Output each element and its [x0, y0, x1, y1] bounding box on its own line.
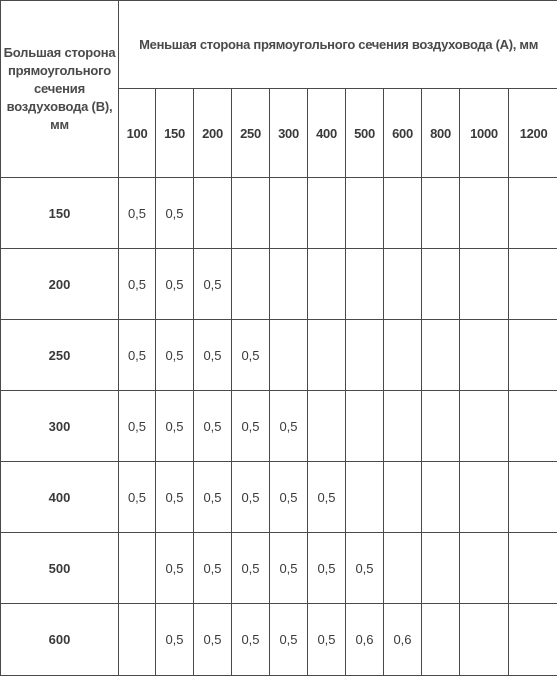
row-header: 300	[1, 391, 119, 462]
thickness-cell	[384, 391, 422, 462]
thickness-cell	[194, 178, 232, 249]
thickness-cell	[422, 604, 460, 676]
thickness-cell: 0,5	[119, 249, 156, 320]
thickness-cell: 0,5	[156, 249, 194, 320]
thickness-cell	[384, 533, 422, 604]
thickness-cell	[509, 249, 557, 320]
column-header: 500	[346, 89, 384, 178]
thickness-cell: 0,5	[194, 391, 232, 462]
thickness-cell	[346, 320, 384, 391]
thickness-cell	[509, 178, 557, 249]
row-header: 600	[1, 604, 119, 676]
thickness-cell	[422, 249, 460, 320]
thickness-cell	[270, 249, 308, 320]
thickness-cell	[119, 604, 156, 676]
thickness-cell: 0,5	[232, 604, 270, 676]
thickness-cell	[308, 249, 346, 320]
column-header: 150	[156, 89, 194, 178]
thickness-cell: 0,5	[194, 533, 232, 604]
thickness-cell: 0,5	[308, 604, 346, 676]
thickness-cell	[232, 178, 270, 249]
table-row	[1, 533, 557, 604]
thickness-cell	[422, 391, 460, 462]
thickness-cell: 0,5	[232, 391, 270, 462]
top-header-text: Меньшая сторона прямоугольного сечения воздуховода (A), мм	[139, 37, 538, 52]
thickness-cell: 0,5	[346, 533, 384, 604]
thickness-cell: 0,5	[156, 178, 194, 249]
table-row	[1, 320, 557, 391]
thickness-cell: 0,6	[346, 604, 384, 676]
thickness-cell	[460, 533, 509, 604]
thickness-cell: 0,5	[308, 533, 346, 604]
thickness-cell: 0,5	[308, 462, 346, 533]
thickness-cell	[460, 249, 509, 320]
thickness-cell: 0,5	[156, 604, 194, 676]
thickness-cell: 0,5	[194, 604, 232, 676]
column-header: 800	[422, 89, 460, 178]
row-header: 500	[1, 533, 119, 604]
thickness-cell: 0,5	[232, 533, 270, 604]
thickness-cell	[232, 249, 270, 320]
thickness-cell	[308, 178, 346, 249]
column-header: 1200	[509, 89, 557, 178]
thickness-cell	[460, 604, 509, 676]
row-header: 200	[1, 249, 119, 320]
thickness-cell	[422, 178, 460, 249]
row-header: 400	[1, 462, 119, 533]
thickness-cell	[384, 320, 422, 391]
thickness-cell: 0,5	[119, 462, 156, 533]
thickness-cell	[460, 462, 509, 533]
column-header: 400	[308, 89, 346, 178]
thickness-cell	[460, 178, 509, 249]
column-header: 250	[232, 89, 270, 178]
corner-header-cell	[1, 1, 119, 178]
column-header: 300	[270, 89, 308, 178]
thickness-cell	[346, 249, 384, 320]
thickness-cell	[422, 320, 460, 391]
thickness-cell	[509, 462, 557, 533]
column-header: 1000	[460, 89, 509, 178]
column-header: 600	[384, 89, 422, 178]
thickness-cell: 0,5	[270, 391, 308, 462]
thickness-cell	[308, 320, 346, 391]
thickness-cell: 0,5	[270, 533, 308, 604]
thickness-cell	[384, 462, 422, 533]
thickness-cell	[346, 178, 384, 249]
thickness-cell: 0,5	[156, 391, 194, 462]
column-header: 100	[119, 89, 156, 178]
table-row	[1, 249, 557, 320]
thickness-cell	[119, 533, 156, 604]
thickness-cell	[509, 604, 557, 676]
row-header: 250	[1, 320, 119, 391]
thickness-cell	[384, 178, 422, 249]
table-row	[1, 178, 557, 249]
thickness-cell	[460, 391, 509, 462]
thickness-cell	[422, 462, 460, 533]
thickness-cell: 0,5	[119, 178, 156, 249]
thickness-cell	[509, 391, 557, 462]
table-row	[1, 391, 557, 462]
thickness-cell: 0,5	[156, 462, 194, 533]
thickness-cell	[384, 249, 422, 320]
thickness-cell: 0,5	[270, 604, 308, 676]
row-header: 150	[1, 178, 119, 249]
thickness-cell	[270, 178, 308, 249]
thickness-cell: 0,6	[384, 604, 422, 676]
thickness-cell: 0,5	[232, 320, 270, 391]
thickness-cell: 0,5	[194, 320, 232, 391]
thickness-cell	[270, 320, 308, 391]
table-row	[1, 604, 557, 676]
thickness-cell: 0,5	[119, 391, 156, 462]
thickness-cell: 0,5	[119, 320, 156, 391]
thickness-cell: 0,5	[270, 462, 308, 533]
thickness-cell	[460, 320, 509, 391]
column-header: 200	[194, 89, 232, 178]
thickness-cell	[509, 320, 557, 391]
thickness-cell	[346, 391, 384, 462]
top-header-cell	[119, 1, 557, 89]
thickness-cell: 0,5	[232, 462, 270, 533]
thickness-cell	[346, 462, 384, 533]
thickness-cell: 0,5	[156, 533, 194, 604]
thickness-cell: 0,5	[194, 462, 232, 533]
thickness-cell	[422, 533, 460, 604]
corner-header-text: Большая сторона прямоугольного сечения воздуховода (B), мм	[4, 45, 116, 132]
thickness-cell	[509, 533, 557, 604]
thickness-cell: 0,5	[156, 320, 194, 391]
table-row	[1, 462, 557, 533]
thickness-cell: 0,5	[194, 249, 232, 320]
thickness-cell	[308, 391, 346, 462]
